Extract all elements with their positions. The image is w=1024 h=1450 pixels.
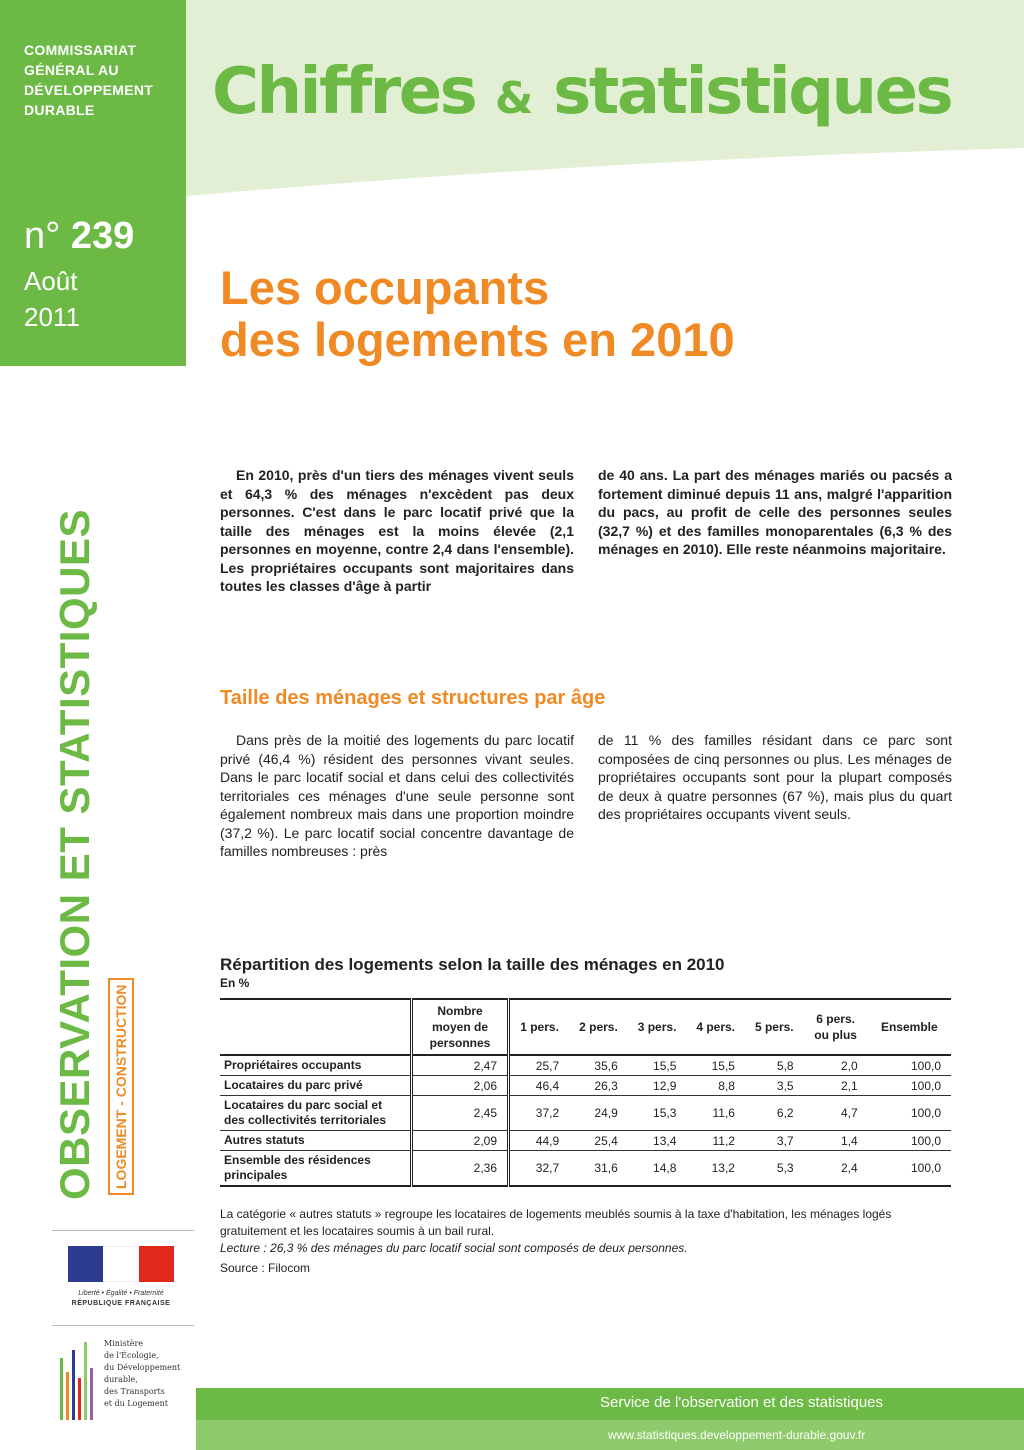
footer-url-link[interactable]: www.statistiques.developpement-durable.gouv.fr bbox=[608, 1428, 866, 1442]
cell: 2,0 bbox=[804, 1055, 868, 1076]
header-empty bbox=[220, 999, 412, 1055]
cell: 2,1 bbox=[804, 1076, 868, 1096]
cell: 100,0 bbox=[868, 1055, 951, 1076]
rf-flag-icon bbox=[68, 1246, 174, 1282]
cell: 15,5 bbox=[628, 1055, 687, 1076]
cell: 35,6 bbox=[569, 1055, 628, 1076]
cell: 25,4 bbox=[569, 1131, 628, 1151]
rf-motto: Liberté • Égalité • Fraternité bbox=[78, 1290, 164, 1297]
cell: 100,0 bbox=[868, 1076, 951, 1096]
divider bbox=[52, 1230, 194, 1231]
table-row bbox=[220, 1131, 951, 1151]
cell-avg: 2,06 bbox=[412, 1076, 509, 1096]
intro-col-1: En 2010, près d'un tiers des ménages vivent seuls et 64,3 % des ménages n'excèdent pas deux personnes. C'est dans le parc locatif privé que la taille des ménages est la moins élevée (2,1 personnes en moyenne, contre 2,4 dans l'ensemble). Les propriétaires occupants sont majoritaires dans toutes les classes d'âge à partir bbox=[220, 467, 574, 594]
section-col-2: de 11 % des familles résidant dans ce parc sont composées de cinq personnes ou plus. Les ménages de propriétaires occupants sont pour la plupart composés de deux à quatre personnes (67 %), mais plus du quart des propriétaires occupants vivent seuls. bbox=[598, 732, 952, 822]
cell: 5,3 bbox=[745, 1151, 804, 1187]
vertical-series-title: OBSERVATION ET STATISTIQUES bbox=[51, 509, 98, 1200]
issue-month: Août bbox=[24, 266, 78, 296]
cell: 11,2 bbox=[686, 1131, 745, 1151]
header-6pers: 6 pers. ou plus bbox=[814, 1012, 857, 1042]
row-label: Locataires du parc privé bbox=[220, 1076, 412, 1096]
row-label: Autres statuts bbox=[220, 1131, 412, 1151]
cell-avg: 2,47 bbox=[412, 1055, 509, 1076]
cell: 15,3 bbox=[628, 1096, 687, 1131]
header-total: Ensemble bbox=[880, 1020, 938, 1034]
cell: 26,3 bbox=[569, 1076, 628, 1096]
table-reading-note: Lecture : 26,3 % des ménages du parc locatif social sont composés de deux personnes. bbox=[220, 1241, 688, 1255]
cell: 44,9 bbox=[509, 1131, 570, 1151]
row-label: Ensemble des résidences principales bbox=[220, 1151, 412, 1187]
table-title: Répartition des logements selon la taille des ménages en 2010 bbox=[220, 955, 725, 974]
divider bbox=[52, 1325, 194, 1326]
cell-avg: 2,45 bbox=[412, 1096, 509, 1131]
table-header-row bbox=[220, 999, 951, 1055]
cell: 24,9 bbox=[569, 1096, 628, 1131]
cell: 100,0 bbox=[868, 1151, 951, 1187]
cell: 100,0 bbox=[868, 1096, 951, 1131]
organization-name: COMMISSARIAT GÉNÉRAL AU DÉVELOPPEMENT DURABLE bbox=[24, 42, 154, 118]
intro-col-2: de 40 ans. La part des ménages mariés ou pacsés a fortement diminué depuis 11 ans, malgré l'apparition du pacs, au profit de celle des personnes seules (32,7 %) et des familles monoparentales (6,3 % des ménages en 2010). Elle reste néanmoins majoritaire. bbox=[598, 467, 952, 557]
cell: 1,4 bbox=[804, 1131, 868, 1151]
cell: 32,7 bbox=[509, 1151, 570, 1187]
cell: 37,2 bbox=[509, 1096, 570, 1131]
header-5pers: 5 pers. bbox=[754, 1020, 794, 1034]
data-table bbox=[220, 998, 951, 1187]
cell-avg: 2,36 bbox=[412, 1151, 509, 1187]
masthead: Chiffres & statistiques bbox=[212, 55, 952, 129]
cell: 46,4 bbox=[509, 1076, 570, 1096]
cell: 2,4 bbox=[804, 1151, 868, 1187]
cell: 13,4 bbox=[628, 1131, 687, 1151]
ministry-name: Ministère de l'Écologie, du Développement durable, des Transports et du Logement bbox=[104, 1339, 181, 1408]
row-label: Locataires du parc social et des collectivités territoriales bbox=[220, 1096, 412, 1131]
cell: 11,6 bbox=[686, 1096, 745, 1131]
section-col-1: Dans près de la moitié des logements du parc locatif privé (46,4 %) résident des personnes vivant seules. Dans le parc locatif social et dans celui des collectivités territoriales ces ménages d'une seule personne sont également nombreux mais dans une proportion moindre (37,2 %). Le parc locatif social concentre davantage de familles nombreuses : près bbox=[220, 732, 574, 859]
row-label: Propriétaires occupants bbox=[220, 1055, 412, 1076]
cell: 8,8 bbox=[686, 1076, 745, 1096]
header-3pers: 3 pers. bbox=[637, 1020, 677, 1034]
cell: 5,8 bbox=[745, 1055, 804, 1076]
header-1pers: 1 pers. bbox=[520, 1020, 559, 1034]
cell: 3,7 bbox=[745, 1131, 804, 1151]
table-unit: En % bbox=[220, 976, 250, 990]
cell: 25,7 bbox=[509, 1055, 570, 1076]
table-row bbox=[220, 1096, 951, 1131]
cell-avg: 2,09 bbox=[412, 1131, 509, 1151]
issue-number: n° 239 bbox=[24, 215, 135, 257]
page-title: Les occupants des logements en 2010 bbox=[220, 261, 735, 366]
table-source: Source : Filocom bbox=[220, 1261, 311, 1275]
ministry-logo bbox=[52, 1328, 194, 1420]
cell: 13,2 bbox=[686, 1151, 745, 1187]
table-note: La catégorie « autres statuts » regroupe les locataires de logements meublés soumis à la taxe d'habitation, les ménages logés gratuitement et les locataires soumis à un bail rural. bbox=[220, 1207, 892, 1238]
cell: 31,6 bbox=[569, 1151, 628, 1187]
ministry-stripes-icon bbox=[58, 1328, 98, 1420]
republique-francaise-logo bbox=[68, 1246, 174, 1307]
section-heading: Taille des ménages et structures par âge bbox=[220, 687, 606, 709]
header-avg: Nombre moyen de personnes bbox=[412, 999, 509, 1055]
footer-service: Service de l'observation et des statistiques bbox=[600, 1394, 884, 1411]
table-row bbox=[220, 1151, 951, 1187]
cell: 12,9 bbox=[628, 1076, 687, 1096]
cell: 100,0 bbox=[868, 1131, 951, 1151]
vertical-category-label: LOGEMENT - CONSTRUCTION bbox=[108, 978, 134, 1195]
table-row bbox=[220, 1055, 951, 1076]
cell: 6,2 bbox=[745, 1096, 804, 1131]
rf-name: RÉPUBLIQUE FRANÇAISE bbox=[71, 1300, 171, 1307]
table-row bbox=[220, 1076, 951, 1096]
cell: 4,7 bbox=[804, 1096, 868, 1131]
cell: 15,5 bbox=[686, 1055, 745, 1076]
cell: 14,8 bbox=[628, 1151, 687, 1187]
header-2pers: 2 pers. bbox=[579, 1020, 618, 1034]
header-4pers: 4 pers. bbox=[696, 1020, 736, 1034]
issue-year: 2011 bbox=[24, 302, 80, 332]
cell: 3,5 bbox=[745, 1076, 804, 1096]
